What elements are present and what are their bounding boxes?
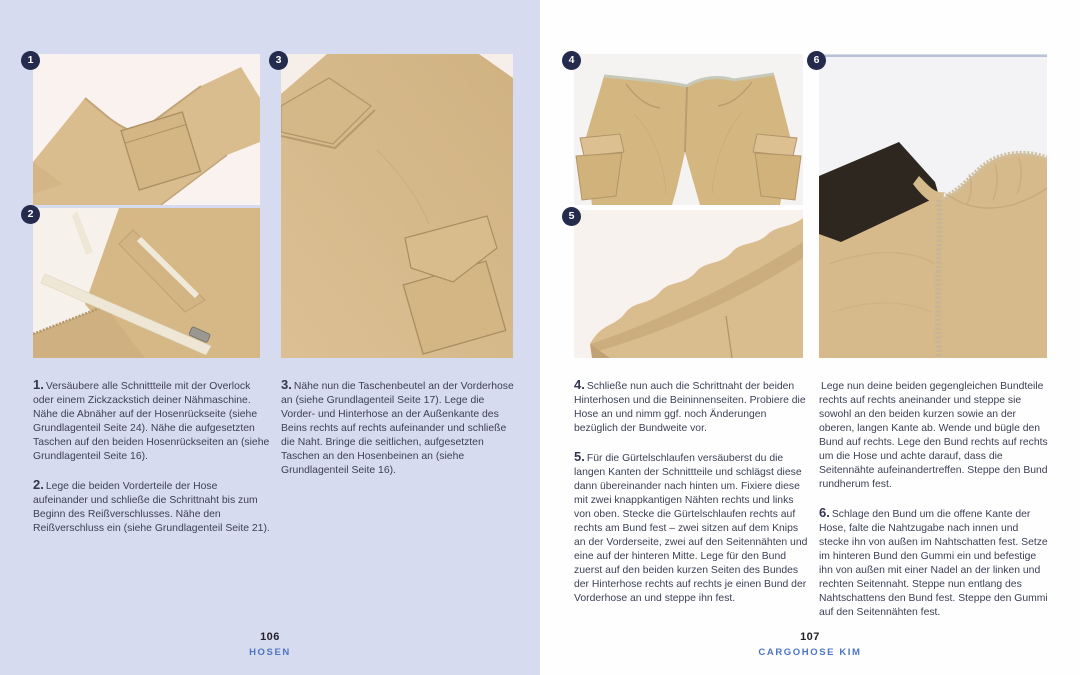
step-number: 5. xyxy=(574,449,585,464)
step-text: Lege die beiden Vorderteile der Hose aufeinander und schließe die Schrittnaht bis zum Beginn des Reißverschlusses. Nähe den Reißverschluss ein (siehe Grundlagenteil Seite 21). xyxy=(33,481,270,534)
page-right xyxy=(540,0,1080,675)
step-photo-3-side-seam-pocket-flaps xyxy=(275,54,513,358)
right-text-column-1 xyxy=(574,378,810,620)
fabric-photo-illustration xyxy=(574,54,803,205)
step-number: 3. xyxy=(281,377,292,392)
instruction-step-2 xyxy=(33,478,270,536)
step-badge-1: 1 xyxy=(21,51,40,70)
step-number: 1. xyxy=(33,377,44,392)
instruction-step-5-continued xyxy=(819,378,1049,492)
step-photo-2-zipper-seam xyxy=(27,208,260,358)
step-text: Schließe nun auch die Schrittnaht der beiden Hinterhosen und die Beininnenseiten. Probiere die Hose an und nimm ggf. noch Änderungen bezüglich der Bundweite vor. xyxy=(574,381,806,434)
left-text-column-2 xyxy=(281,378,514,492)
page-number: 106 xyxy=(260,631,280,643)
page-number: 107 xyxy=(800,631,820,643)
step-number: 4. xyxy=(574,377,585,392)
instruction-step-5 xyxy=(574,450,810,606)
left-text-column-1 xyxy=(33,378,270,550)
step-badge-6: 6 xyxy=(807,51,826,70)
step-badge-3: 3 xyxy=(269,51,288,70)
fabric-photo-illustration xyxy=(819,54,1047,358)
instruction-step-1 xyxy=(33,378,270,464)
instruction-step-4 xyxy=(574,378,810,436)
right-text-column-2 xyxy=(819,378,1049,634)
fabric-photo-illustration xyxy=(33,54,260,205)
step-text: Schlage den Bund um die offene Kante der Hose, falte die Nahtzugabe nach innen und stecke ihn von außen im Nahtschatten fest. Setze im hinteren Bund den Gummi ein und befestige ihn von außen mit einer Nadel an der linken und rechten Seitennaht. Steppe nun entlang des Nahtschattens den Bund fest. Steppe den Gummi auf den Seitennähten fest. xyxy=(819,509,1048,618)
step-text: Versäubere alle Schnittteile mit der Overlock oder einem Zickzackstich deiner Nähmaschine. Nähe die Abnäher auf der Hosenrückseite (siehe Grundlagenteil Seite 24). Nähe die aufgesetzten Taschen auf den beiden Hosenrückseiten an (siehe Grundlagenteil Seite 16). xyxy=(33,381,270,462)
instruction-step-3 xyxy=(281,378,514,478)
fabric-photo-illustration xyxy=(574,210,803,358)
instruction-step-6 xyxy=(819,506,1049,620)
step-photo-5-waistband-edge xyxy=(568,210,803,358)
section-label: HOSEN xyxy=(249,647,291,658)
step-badge-2: 2 xyxy=(21,205,40,224)
step-text: Lege nun deine beiden gegengleichen Bundteile rechts auf rechts aneinander und steppe sie sowohl an den beiden kurzen sowie an der oberen, langen Kante ab. Wende und bügle den Bund auf rechts. Lege den Bund rechts auf rechts um die Hose und achte darauf, dass die Seitennähte aufeinandertreffen. Steppe den Bund rundherum fest. xyxy=(819,381,1048,490)
step-photo-1-back-piece-patch-pocket xyxy=(27,54,260,205)
right-page-footer xyxy=(540,631,1080,658)
section-label: CARGOHOSE KIM xyxy=(758,647,862,658)
step-number: 2. xyxy=(33,477,44,492)
fabric-photo-illustration xyxy=(33,208,260,358)
step-badge-4: 4 xyxy=(562,51,581,70)
left-page-footer xyxy=(0,631,540,658)
step-photo-4-trousers-flat xyxy=(568,54,803,205)
step-text: Für die Gürtelschlaufen versäuberst du die langen Kanten der Schnittteile und schlägst diese dann übereinander nach hinten um. Fixiere diese mit zwei knappkantigen Nähten rechts und links von oben. Stecke die Gürtelschlaufen rechts auf rechts am Bund fest – zwei sitzen auf dem Knips an der Vorderseite, zwei auf den Seitennähten und eine auf der hinteren Mitte. Lege für den Bund zuerst auf den beiden kurzen Seiten des Bundes der Hinterhose rechts auf rechts je einen Bund der Vorderhose an und steppe ihn fest. xyxy=(574,453,808,604)
step-badge-5: 5 xyxy=(562,207,581,226)
fabric-photo-illustration xyxy=(281,54,513,358)
step-number: 6. xyxy=(819,505,830,520)
step-text: Nähe nun die Taschenbeutel an der Vorderhose an (siehe Grundlagenteil Seite 17). Lege die Vorder- und Hinterhose an der Außenkante des Beins rechts auf rechts aufeinander und schließe die Naht. Bringe die seitlichen, aufgesetzten Taschen an den Hosenbeinen an (siehe Grundlagenteil Seite 16). xyxy=(281,381,514,476)
step-photo-6-waistband-elastic xyxy=(813,54,1047,358)
